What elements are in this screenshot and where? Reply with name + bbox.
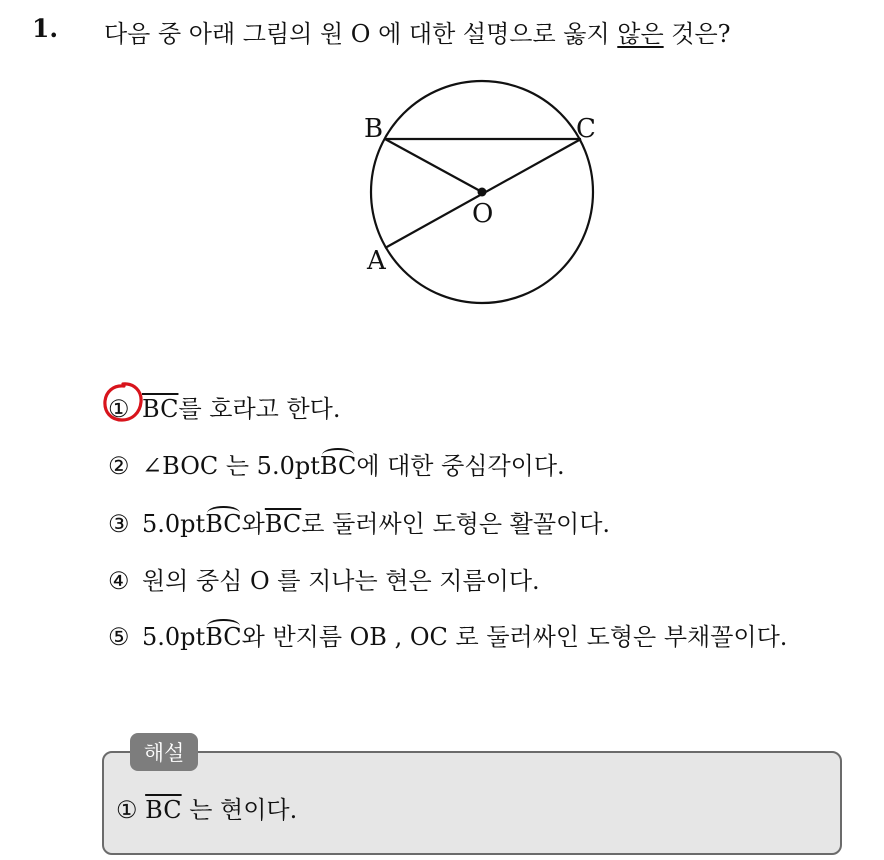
question-number: 1.: [32, 14, 59, 43]
label-b: B: [364, 114, 384, 144]
choice-2-mark: ②: [108, 452, 130, 480]
choice-1-text: 를 호라고 한다.: [178, 395, 341, 423]
arc-bc: BC: [205, 623, 242, 651]
solution-label: 해설: [130, 733, 198, 771]
circle-figure: [354, 76, 596, 316]
arc-bc: BC: [319, 452, 357, 480]
choice-3-text-3: 로 둘러싸인 도형은 활꼴이다.: [301, 510, 611, 538]
choice-3-mark: ③: [108, 510, 130, 538]
choice-4-mark: ④: [108, 567, 130, 595]
label-o: O: [472, 199, 494, 229]
label-a: A: [367, 246, 386, 276]
choice-3-text-2: 와: [241, 510, 265, 538]
choice-2-text-1: ∠BOC 는 5.0pt: [142, 452, 320, 480]
question-text: [104, 14, 731, 49]
choice-1[interactable]: [108, 389, 340, 424]
segment-bc-overline: $\overline{BC}$: [142, 395, 179, 423]
arc-bc: BC: [205, 510, 242, 538]
choice-4-text: 원의 중심 O 를 지나는 현은 지름이다.: [142, 567, 540, 595]
choice-1-mark: ①: [108, 395, 130, 423]
choice-3[interactable]: [108, 504, 610, 539]
choice-3-text-1: 5.0pt: [142, 510, 206, 538]
choice-5[interactable]: [108, 617, 787, 652]
question-text-underlined: 않은: [617, 20, 664, 48]
segment-bc-overline: $\overline{BC}$: [264, 510, 302, 538]
choice-5-mark: ⑤: [108, 623, 130, 651]
center-point-o: [478, 188, 487, 197]
radius-ob: [385, 139, 482, 192]
choice-5-text-1: 5.0pt: [142, 623, 206, 651]
choice-2-text-2: 에 대한 중심각이다.: [356, 452, 565, 480]
segment-bc-overline: $\overline{BC}$: [145, 796, 182, 824]
choice-4[interactable]: [108, 561, 540, 596]
question-text-before: 다음 중 아래 그림의 원 O 에 대한 설명으로 옳지: [104, 20, 618, 48]
choice-5-text-2: 와 반지름 OB , OC 로 둘러싸인 도형은 부채꼴이다.: [241, 623, 788, 651]
label-c: C: [576, 114, 596, 144]
solution-mark: ①: [116, 796, 138, 824]
choice-2[interactable]: [108, 446, 565, 481]
solution-text: [116, 790, 297, 825]
solution-text-rest: 는 현이다.: [181, 796, 298, 824]
question-text-after: 것은?: [663, 20, 731, 48]
